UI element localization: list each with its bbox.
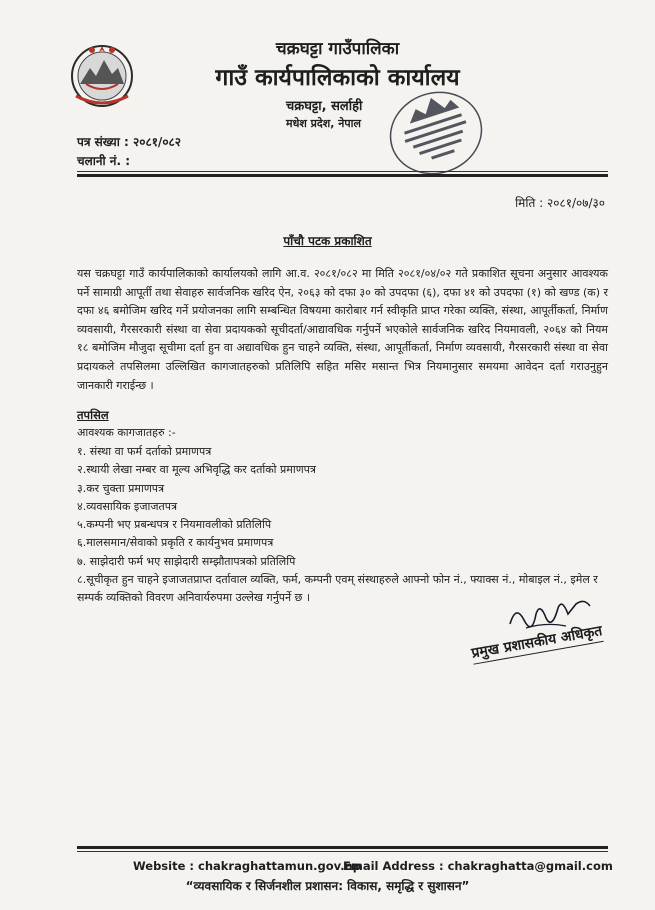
reference-number: पत्र संख्या : २०८१/०८२ xyxy=(77,135,182,149)
documents-heading: आवश्यक कागजातहरु :- xyxy=(77,426,176,439)
dispatch-number: चलानी नं. : xyxy=(77,154,131,168)
list-item: २.स्थायी लेखा नम्बर वा मूल्य अभिवृद्धि कर दर्ताको प्रमाणपत्र xyxy=(77,463,316,477)
municipality-name: चक्रघट्टा गाउँपालिका xyxy=(275,39,400,59)
list-item: १. संस्था वा फर्म दर्ताको प्रमाणपत्र xyxy=(77,445,212,458)
header-divider-thick xyxy=(77,174,608,177)
footer-email: Email Address : chakraghatta@gmail.com xyxy=(343,859,613,873)
list-item: ८.सूचीकृत हुन चाहने इजाजतप्राप्त दर्तावाल व्यक्ति, फर्म, कम्पनी एवम् संस्थाहरुले आफ्नो फोन नं., फ्याक्स नं., मोबाइल नं., इमेल र सम्पर्क व्यक्तिको विवरण अनिवार्यरुपमा उल्लेख गर्नुपर्ने छ । xyxy=(77,573,598,605)
list-item: ७. साझेदारी फर्म भए साझेदारी सम्झौतापत्रको प्रतिलिपि xyxy=(77,554,296,568)
list-item: ३.कर चुक्ता प्रमाणपत्र xyxy=(77,481,165,495)
list-item: ६.मालसमान/सेवाको प्रकृति र कार्यनुभव प्रमाणपत्र xyxy=(77,536,274,550)
office-province: मधेश प्रदेश, नेपाल xyxy=(286,117,361,130)
list-item: ५.कम्पनी भए प्रबन्धपत्र र नियमावलीको प्रतिलिपि xyxy=(77,518,272,532)
notice-title xyxy=(0,232,655,249)
notice-body: यस चक्रघट्टा गाउँ कार्यपालिकाको कार्यालयको लागि आ.व. २०८१/०८२ मा मिति २०८१/०४/०२ गते प्रकाशित सूचना अनुसार आवश्यक पर्ने सामाग्री आपूर्ती तथा सेवाहरु सार्वजनिक खरिद ऐन, २०६३ को दफा ३० को उपदफा (६), दफा ४१ को उपदफा (१) को खण्ड (क) र दफा ४६ बमोजिम खरिद गर्ने प्रयोजनका लागि सम्बन्धित विषयमा कारोबार गर्न स्वीकृति प्राप्त गरेका व्यक्ति, संस्था, आपूर्तीकर्ता, निर्माण व्यवसायी, गैरसरकारी संस्था वा सेवा प्रदायकको सूचीदर्ता/आद्यावधिक गर्नुपर्ने भएकोले सार्वजनिक खरिद नियमावली, २०६४ को नियम १८ बमोजिम मौजुदा सूचीमा दर्ता हुन वा अद्यावधिक हुन चाहने व्यक्ति, संस्था, आपूर्तीकर्ता, निर्माण व्यवसायी, गैरसरकारी संस्था वा सेवा प्रदायकले तपसिलमा उल्लिखित कागजातहरुको प्रतिलिपि सहित मसिर मसान्त भित्र नियमानुसार समयमा आवेदन दर्ता गराउनुहुन जानकारी गराईन्छ । xyxy=(77,267,608,392)
notice-title-text: पाँचौ पटक प्रकाशित xyxy=(283,234,372,248)
signatory-title: प्रमुख प्रशासकीय अधिकृत xyxy=(470,621,604,665)
footer-divider xyxy=(77,851,608,852)
letter-date: मिति : २०८१/०७/३० xyxy=(515,196,605,210)
list-item: ४.व्यवसायिक इजाजतपत्र xyxy=(77,499,178,513)
office-stamp-icon xyxy=(384,86,488,180)
office-name: गाउँ कार्यपालिकाको कार्यालय xyxy=(215,65,460,91)
header-divider xyxy=(77,171,608,172)
footer-divider-thick xyxy=(77,846,608,849)
documents-list xyxy=(77,443,608,608)
footer-slogan: “व्यवसायिक र सिर्जनशील प्रशासन: विकास, समृद्धि र सुशासन” xyxy=(185,879,470,893)
tapasil-heading: तपसिल xyxy=(77,408,109,422)
office-place: चक्रघट्टा, सर्लाही xyxy=(286,99,363,114)
footer-website: Website : chakraghattamun.gov.np xyxy=(133,859,361,873)
